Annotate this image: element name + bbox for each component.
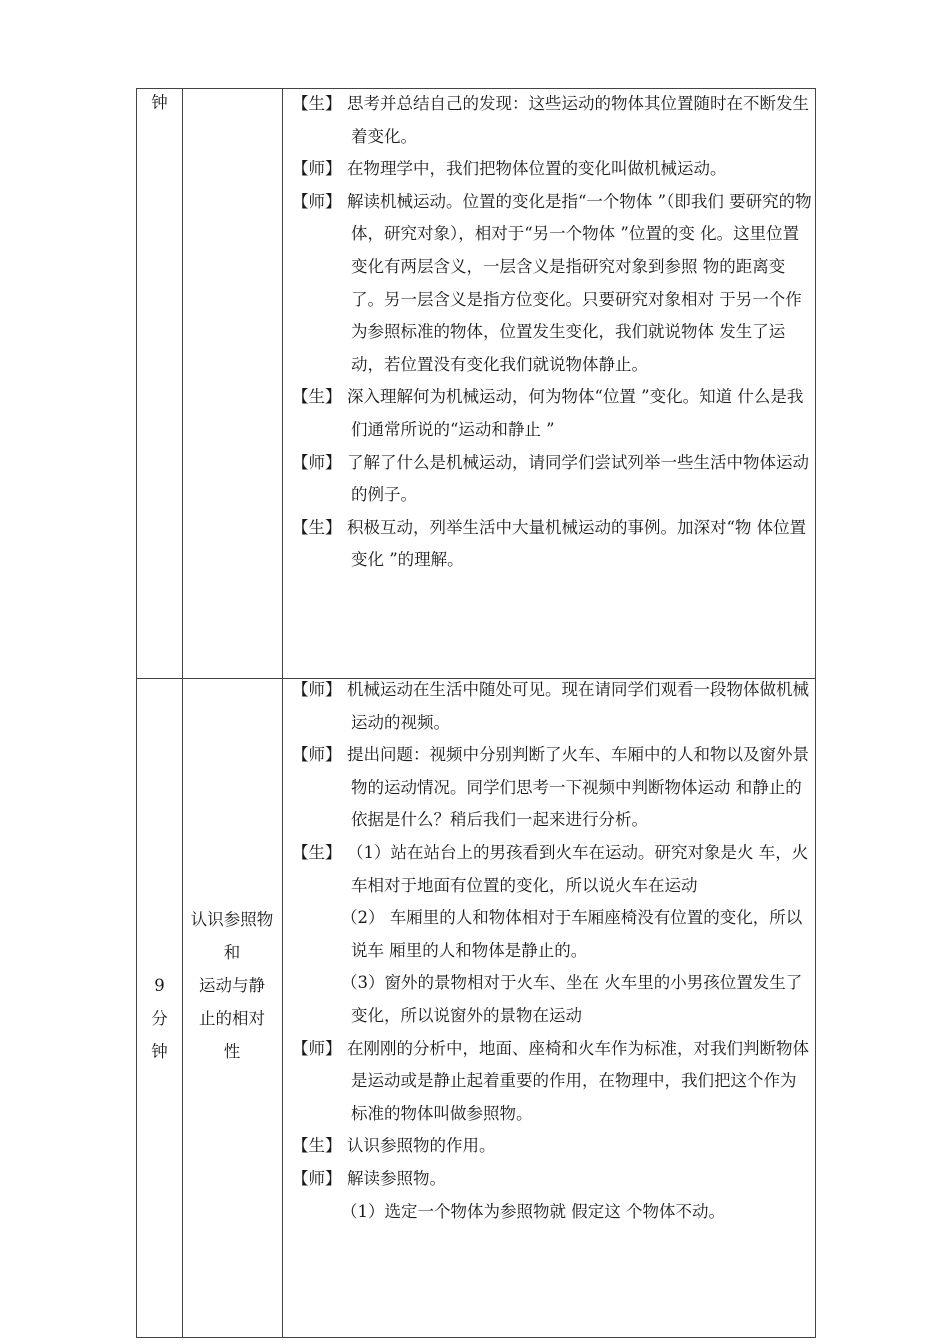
row2-para-3: 【生】 （1）站在站台上的男孩看到火车在运动。研究对象是火 车，火车相对于地面有位置的变化，所以说火车在运动 [292, 842, 809, 895]
row1-time: 钟 [151, 93, 168, 112]
row2-topic: 认识参照物 和 运动与静 止的相对 性 [190, 910, 274, 1061]
column-divider-topic [282, 89, 283, 1337]
row1-para-4: 【生】 深入理解何为机械运动，何为物体“位置 ”变化。知道 什么是我们通常所说的“运动和静止 ” [292, 387, 804, 439]
row1-para-6: 【生】 积极互动，列举生活中大量机械运动的事例。加深对“物 体位置变化 ”的理解。 [292, 517, 807, 570]
row2-sub-3: （3）窗外的景物相对于火车、坐在 火车里的小男孩位置发生了变化，所以说窗外的景物在运动 [341, 973, 803, 1025]
row2-time: 9 分 钟 [151, 976, 168, 1061]
row1-para-3: 【师】 解读机械运动。位置的变化是指“一个物体 ”（即我们 要研究的物体，研究对象），相对于“另一个物体 ”位置的变 化。这里位置变化有两层含义，一层含义是指研究对象到参照 物的距离变了。另一层含义是指方位变化。只要研究对象相对 于另一个作为参照标准的物体，位置发生变化，我们就说物体 发生了运动，若位置没有变化我们就说物体静止。 [292, 191, 812, 374]
row2-sub-9: （1）选定一个物体为参照物就 假定这 个物体不动。 [341, 1201, 725, 1221]
row2-para-6: 【师】 在刚刚的分析中，地面、座椅和火车作为标准，对我们判断物体是运动或是静止起着重要的作用，在物理中，我们把这个作为标准的物体叫做参照物。 [292, 1038, 809, 1123]
row1-para-2: 【师】 在物理学中，我们把物体位置的变化叫做机械运动。 [292, 159, 727, 179]
row2-para-7: 【生】 认识参照物的作用。 [292, 1136, 496, 1156]
row1-para-1: 【生】 思考并总结自己的发现：这些运动的物体其位置随时在不断发生着变化。 [292, 94, 809, 146]
column-divider-time [182, 89, 183, 1337]
row2-sub-2: （2） 车厢里的人和物体相对于车厢座椅没有位置的变化，所以说车 厢里的人和物体是静止的。 [341, 908, 803, 960]
row2-para-1: 【师】 机械运动在生活中随处可见。现在请同学们观看一段物体做机械运动的视频。 [292, 680, 809, 732]
row1-content [292, 88, 812, 577]
row2-content [292, 674, 812, 1228]
row2-para-8: 【师】 解读参照物。 [292, 1168, 446, 1188]
row2-para-2: 【师】 提出问题：视频中分别判断了火车、车厢中的人和物以及窗外景物的运动情况。同学们思考一下视频中判断物体运动 和静止的依据是什么？稍后我们一起来进行分析。 [292, 745, 809, 830]
row1-para-5: 【师】 了解了什么是机械运动，请同学们尝试列举一些生活中物体运动的例子。 [292, 452, 809, 505]
